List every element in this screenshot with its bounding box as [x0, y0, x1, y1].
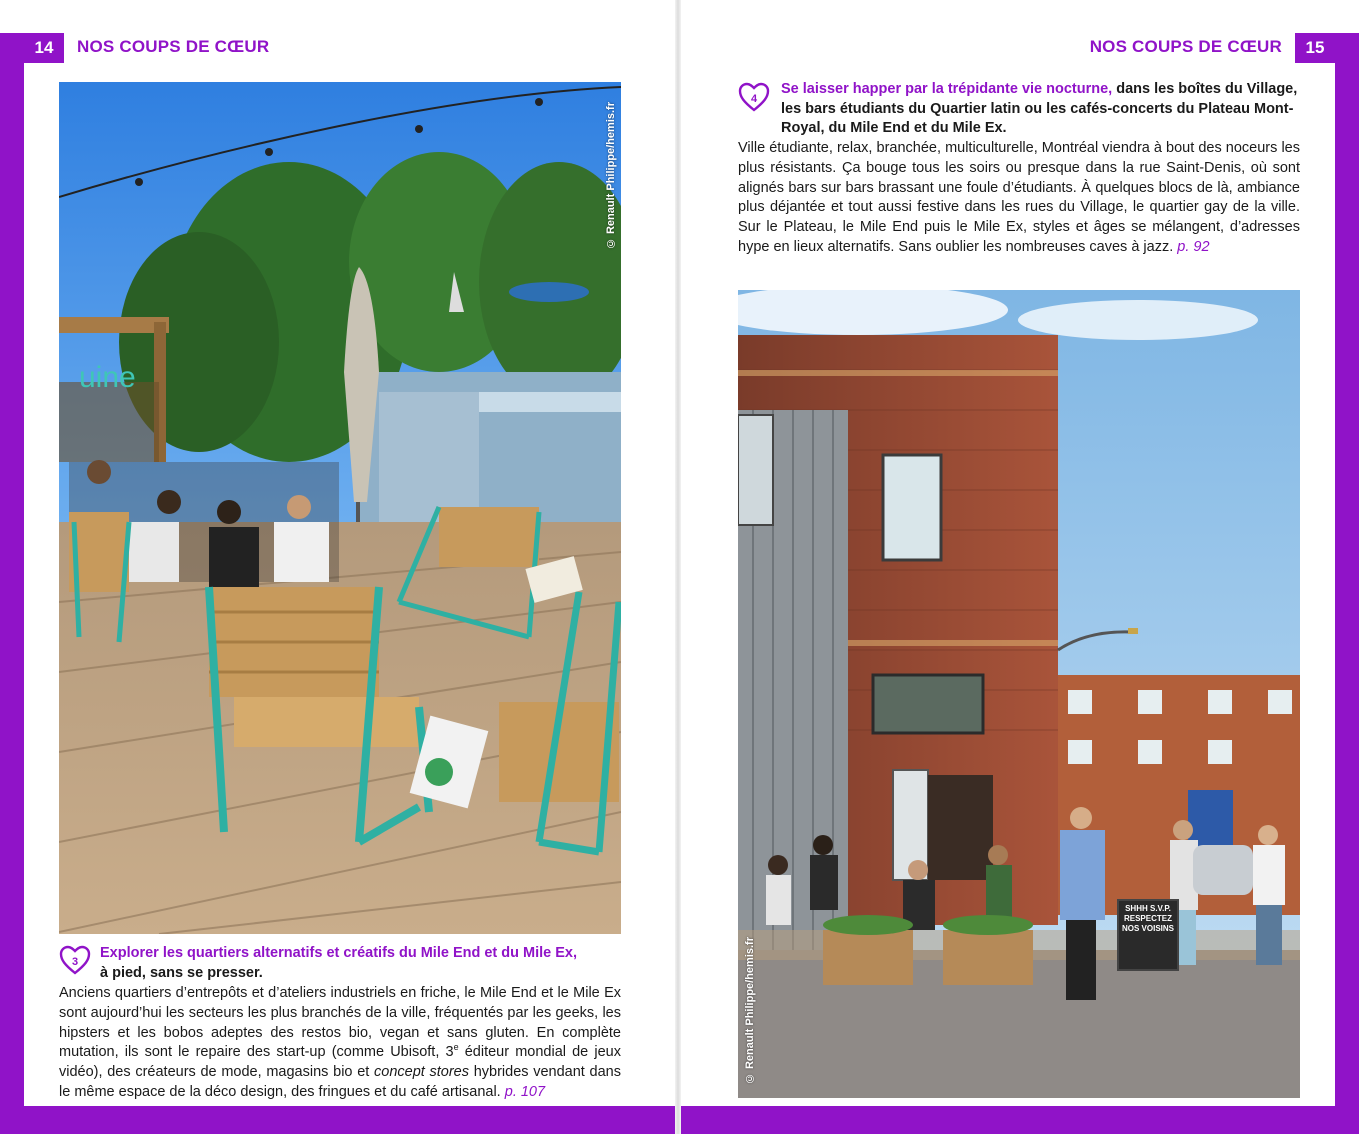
body-left-part2: éditeur mondial de jeux vidéo), des créateurs de mode, magasins bio et: [59, 1044, 621, 1081]
svg-text:uine: uine: [79, 361, 136, 394]
body-left-italic: concept stores: [374, 1064, 469, 1081]
body-right: Ville étudiante, relax, branchée, multiculturelle, Montréal viendra à bout des noceurs les plus résistants. Ça bouge tous les soirs ou presque dans la rue Saint-Denis, où sont alignés bars sur bars brassant une foule d’étudiants. À quelques blocs de là, ambiance plus déjantée et tout aussi festive dans les rues du Village, le quartier gay de la ville. Sur le Plateau, le Mile End puis le Mile Ex, styles et âges se mélangent, d’adresses hype en lieux alternatifs. Sans oublier les nombreuses caves à jazz.: [738, 140, 1300, 255]
body-left-part3: hybrides vendant dans le même espace de la déco design, des fringues et du café artisanal.: [59, 1064, 621, 1100]
lead-left: [100, 944, 625, 983]
body-text-left: [59, 984, 621, 1103]
chalkboard-sign: SHHH S.V.P. RESPECTEZ NOS VOISINS: [1121, 904, 1174, 933]
lead-rest-right: dans les boîtes du Village, les bars étudiants du Quartier latin ou les cafés-concerts du Plateau Mont-Royal, du Mile End et du Mile Ex.: [781, 81, 1298, 136]
item-number-4: 4: [750, 93, 758, 105]
body-left-part1: Anciens quartiers d’entrepôts et d’ateliers industriels en friche, le Mile End et le Mile Ex sont aujourd’hui les secteurs les plus branchés de la ville, fréquentés par les geeks, les hipsters et les bobos adeptes des restos bio, vegan et sans gluten. En complète mutation, ils sont le repaire des start-up (comme Ubisoft, 3: [59, 985, 621, 1061]
heart-icon: [59, 945, 91, 975]
page-ref-left[interactable]: p. 107: [504, 1083, 546, 1100]
photo-credit-left: © Renault Philippe/hemis.fr: [605, 102, 617, 250]
lead-highlight-right: Se laisser happer par la trépidante vie nocturne,: [781, 81, 1113, 97]
page-number-left: 14: [24, 33, 64, 63]
page-number-right: 15: [1295, 33, 1335, 63]
photo-street: [738, 290, 1300, 1098]
running-head-left: NOS COUPS DE CŒUR: [77, 37, 270, 56]
lead-rest-left: à pied, sans se presser.: [100, 964, 263, 981]
page-ref-right[interactable]: p. 92: [1177, 238, 1210, 255]
photo-terrace: [59, 82, 621, 934]
page-frame-right: [1335, 33, 1359, 1134]
book-spine: [675, 0, 681, 1134]
lead-highlight-left: Explorer les quartiers alternatifs et créatifs du Mile End et du Mile Ex,: [100, 945, 578, 961]
heart-icon: [738, 82, 770, 112]
running-head-right: NOS COUPS DE CŒUR: [1089, 37, 1282, 56]
page-frame-bottom-right: [680, 1106, 1359, 1134]
lead-right: [781, 80, 1301, 139]
page-frame-bottom-left: [0, 1106, 676, 1134]
body-text-right: [738, 139, 1300, 258]
page-frame-left: [0, 33, 24, 1134]
ordinal-superscript: e: [453, 1042, 459, 1053]
photo-credit-right: © Renault Philippe/hemis.fr: [744, 936, 756, 1084]
item-number-3: 3: [71, 956, 79, 968]
